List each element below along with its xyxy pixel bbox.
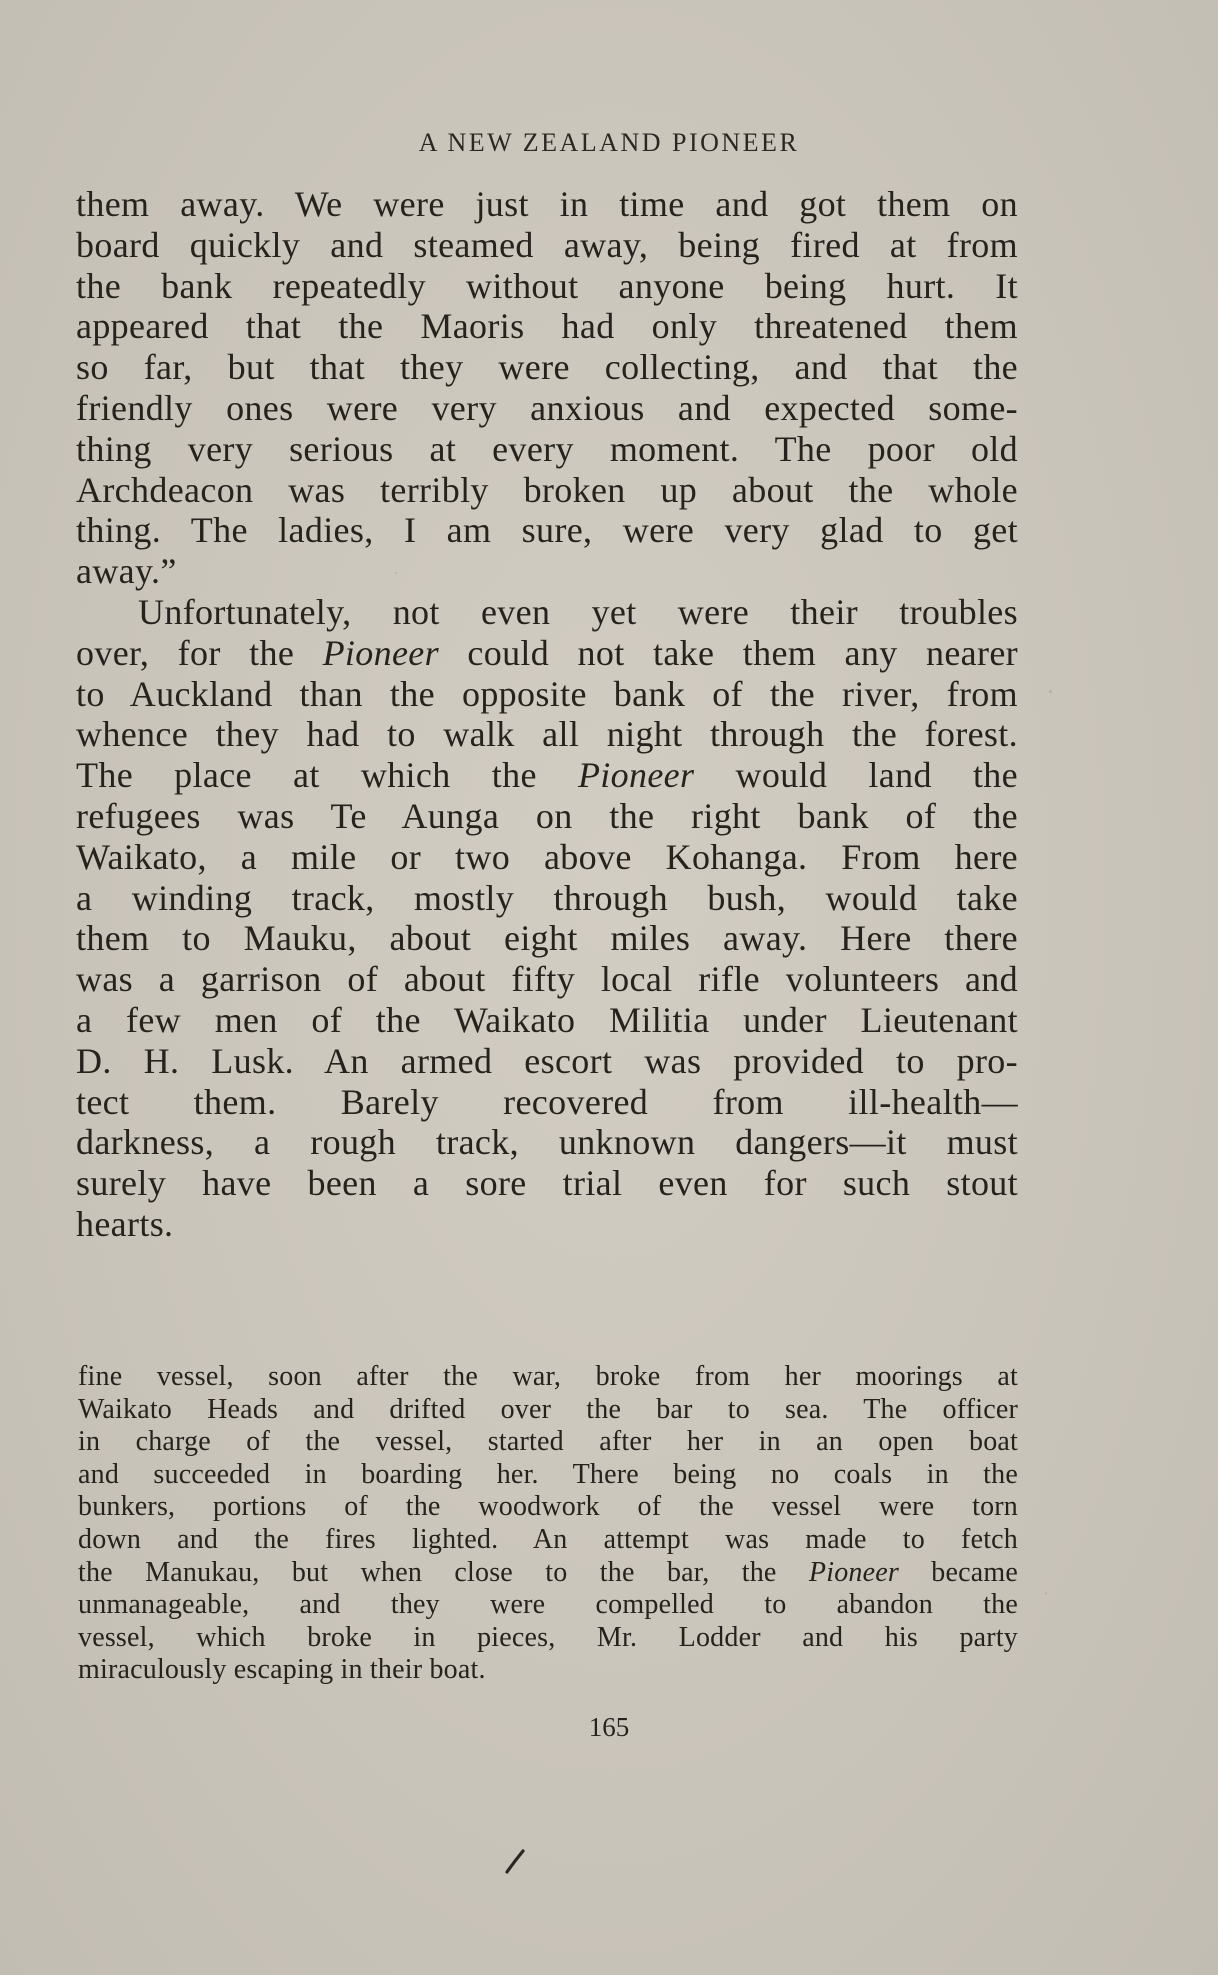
footnote-block — [78, 1361, 1018, 1687]
paper-speck — [1049, 690, 1052, 693]
text-line: friendly ones were very anxious and expected some- — [76, 387, 1018, 428]
text-line: hearts. — [76, 1203, 174, 1244]
footnote-line: unmanageable, and they were compelled to abandon the — [78, 1589, 1018, 1621]
text-line: surely have been a sore trial even for such stout — [76, 1163, 1018, 1204]
text-run: The place at which the — [76, 755, 578, 796]
text-line: thing. The ladies, I am sure, were very glad to get — [76, 510, 1018, 551]
text-line: a few men of the Waikato Militia under Lieutenant — [76, 999, 1018, 1040]
footnote-line: and succeeded in boarding her. There being no coals in the — [78, 1458, 1018, 1490]
text-line: board quickly and steamed away, being fired at from — [76, 224, 1018, 265]
text-run: would land the — [694, 755, 1018, 796]
footnote-line: miraculously escaping in their boat. — [78, 1654, 486, 1686]
text-line: them to Mauku, about eight miles away. Here there — [76, 918, 1018, 959]
text-line: darkness, a rough track, unknown dangers—it must — [76, 1122, 1018, 1163]
paragraph-start-line: Unfortunately, not even yet were their troubles — [138, 591, 1018, 632]
text-line: Archdeacon was terribly broken up about the whole — [76, 469, 1018, 510]
text-line: whence they had to walk all night through the forest. — [76, 714, 1018, 755]
text-line: a winding track, mostly through bush, would take — [76, 877, 1018, 918]
paper-speck — [395, 572, 397, 574]
footnote-line: bunkers, portions of the woodwork of the vessel were torn — [78, 1491, 1018, 1523]
pencil-tick-mark — [505, 1848, 525, 1874]
text-run: over, for the — [76, 632, 323, 673]
text-line: thing very serious at every moment. The poor old — [76, 428, 1018, 469]
ship-name-italic: Pioneer — [808, 1556, 899, 1588]
footnote-line: down and the fires lighted. An attempt was made to fetch — [78, 1523, 1018, 1555]
footnote-line-with-italic — [78, 1557, 1018, 1590]
ship-name-italic: Pioneer — [322, 632, 439, 673]
page-number: 165 — [588, 1712, 630, 1742]
text-line: the bank repeatedly without anyone being hurt. It — [76, 265, 1018, 306]
text-line: Waikato, a mile or two above Kohanga. From here — [76, 836, 1018, 877]
text-line: D. H. Lusk. An armed escort was provided to pro- — [76, 1040, 1018, 1081]
text-run: could not take them any nearer — [438, 632, 1018, 673]
text-line: tect them. Barely recovered from ill-health— — [76, 1081, 1018, 1122]
ship-name-italic: Pioneer — [577, 755, 695, 796]
text-line: them away. We were just in time and got them on — [76, 184, 1018, 224]
text-line: so far, but that they were collecting, and that the — [76, 347, 1018, 388]
footnote-line: vessel, which broke in pieces, Mr. Lodder and his party — [78, 1621, 1018, 1653]
text-line: refugees was Te Aunga on the right bank of the — [76, 795, 1018, 836]
footnote-line: in charge of the vessel, started after her in an open boat — [78, 1426, 1018, 1458]
footnote-line: fine vessel, soon after the war, broke from her moorings at — [78, 1361, 1018, 1392]
text-line: appeared that the Maoris had only threatened them — [76, 306, 1018, 347]
text-run: became — [898, 1556, 1018, 1588]
text-line-with-italic — [76, 755, 1018, 796]
text-line: away.” — [76, 551, 177, 592]
text-run: the Manukau, but when close to the bar, the — [78, 1556, 809, 1588]
footnote-line: Waikato Heads and drifted over the bar to sea. The officer — [78, 1393, 1018, 1425]
main-text-block — [76, 184, 1018, 1245]
text-line: to Auckland than the opposite bank of the river, from — [76, 673, 1018, 714]
text-line: was a garrison of about fifty local rifle volunteers and — [76, 959, 1018, 1000]
paper-speck — [1045, 1592, 1047, 1595]
text-line-with-italic — [76, 633, 1018, 674]
running-head: A NEW ZEALAND PIONEER — [418, 128, 800, 157]
